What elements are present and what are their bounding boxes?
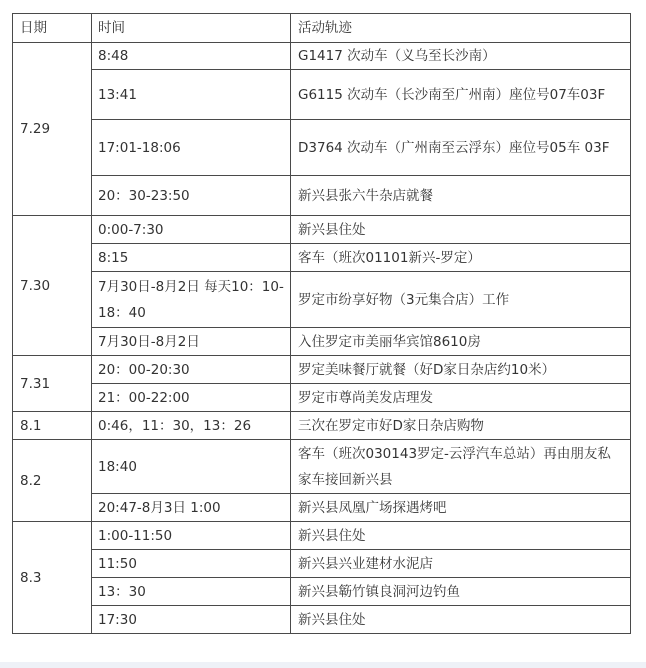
- activity-cell: 入住罗定市美丽华宾馆8610房: [291, 328, 631, 356]
- time-cell: 13:41: [92, 70, 291, 120]
- table-row: [13, 606, 631, 634]
- table-row: [13, 120, 631, 176]
- table-row: [13, 70, 631, 120]
- date-cell: 7.31: [13, 356, 92, 412]
- table-row: [13, 176, 631, 216]
- time-cell: 8:48: [92, 43, 291, 70]
- time-cell: 0:00-7:30: [92, 216, 291, 244]
- itinerary-table: [12, 13, 631, 634]
- activity-cell: 客车（班次030143罗定-云浮汽车总站）再由朋友私家车接回新兴县: [291, 440, 631, 494]
- time-cell: 1:00-11:50: [92, 522, 291, 550]
- time-cell: 18:40: [92, 440, 291, 494]
- header-date: 日期: [13, 14, 92, 43]
- table-row: [13, 43, 631, 70]
- time-cell: 20：30-23:50: [92, 176, 291, 216]
- activity-cell: 新兴县住处: [291, 522, 631, 550]
- activity-cell: 客车（班次01101新兴-罗定）: [291, 244, 631, 272]
- table-row: [13, 550, 631, 578]
- table-row: [13, 384, 631, 412]
- time-cell: 7月30日-8月2日: [92, 328, 291, 356]
- table-row: [13, 578, 631, 606]
- header-activity: 活动轨迹: [291, 14, 631, 43]
- time-cell: 17:01-18:06: [92, 120, 291, 176]
- time-cell: 0:46，11：30，13：26: [92, 412, 291, 440]
- time-cell: 8:15: [92, 244, 291, 272]
- table-row: [13, 522, 631, 550]
- table-row: [13, 272, 631, 328]
- time-cell: 13：30: [92, 578, 291, 606]
- header-time: 时间: [92, 14, 291, 43]
- activity-cell: G6115 次动车（长沙南至广州南）座位号07车03F: [291, 70, 631, 120]
- activity-cell: 罗定美味餐厅就餐（好D家日杂店约10米）: [291, 356, 631, 384]
- activity-cell: 三次在罗定市好D家日杂店购物: [291, 412, 631, 440]
- time-cell: 20：00-20:30: [92, 356, 291, 384]
- time-cell: 21：00-22:00: [92, 384, 291, 412]
- activity-cell: 新兴县住处: [291, 606, 631, 634]
- time-cell: 11:50: [92, 550, 291, 578]
- activity-cell: 新兴县簕竹镇良洞河边钓鱼: [291, 578, 631, 606]
- activity-cell: 罗定市纷享好物（3元集合店）工作: [291, 272, 631, 328]
- activity-cell: D3764 次动车（广州南至云浮东）座位号05车 03F: [291, 120, 631, 176]
- table-row: [13, 244, 631, 272]
- table-row: [13, 216, 631, 244]
- time-cell: 7月30日-8月2日 每天10：10-18：40: [92, 272, 291, 328]
- header-row: [13, 14, 631, 43]
- date-cell: 7.29: [13, 43, 92, 216]
- table-row: [13, 440, 631, 494]
- date-cell: 7.30: [13, 216, 92, 356]
- table-row: [13, 412, 631, 440]
- table-row: [13, 356, 631, 384]
- activity-cell: G1417 次动车（义乌至长沙南）: [291, 43, 631, 70]
- bottom-bar: [0, 662, 646, 668]
- date-cell: 8.1: [13, 412, 92, 440]
- date-cell: 8.2: [13, 440, 92, 522]
- activity-cell: 新兴县住处: [291, 216, 631, 244]
- activity-cell: 新兴县凤凰广场探遇烤吧: [291, 494, 631, 522]
- time-cell: 17:30: [92, 606, 291, 634]
- table-row: [13, 494, 631, 522]
- activity-cell: 罗定市尊尚美发店理发: [291, 384, 631, 412]
- table-row: [13, 328, 631, 356]
- date-cell: 8.3: [13, 522, 92, 634]
- activity-cell: 新兴县张六牛杂店就餐: [291, 176, 631, 216]
- activity-cell: 新兴县兴业建材水泥店: [291, 550, 631, 578]
- time-cell: 20:47-8月3日 1:00: [92, 494, 291, 522]
